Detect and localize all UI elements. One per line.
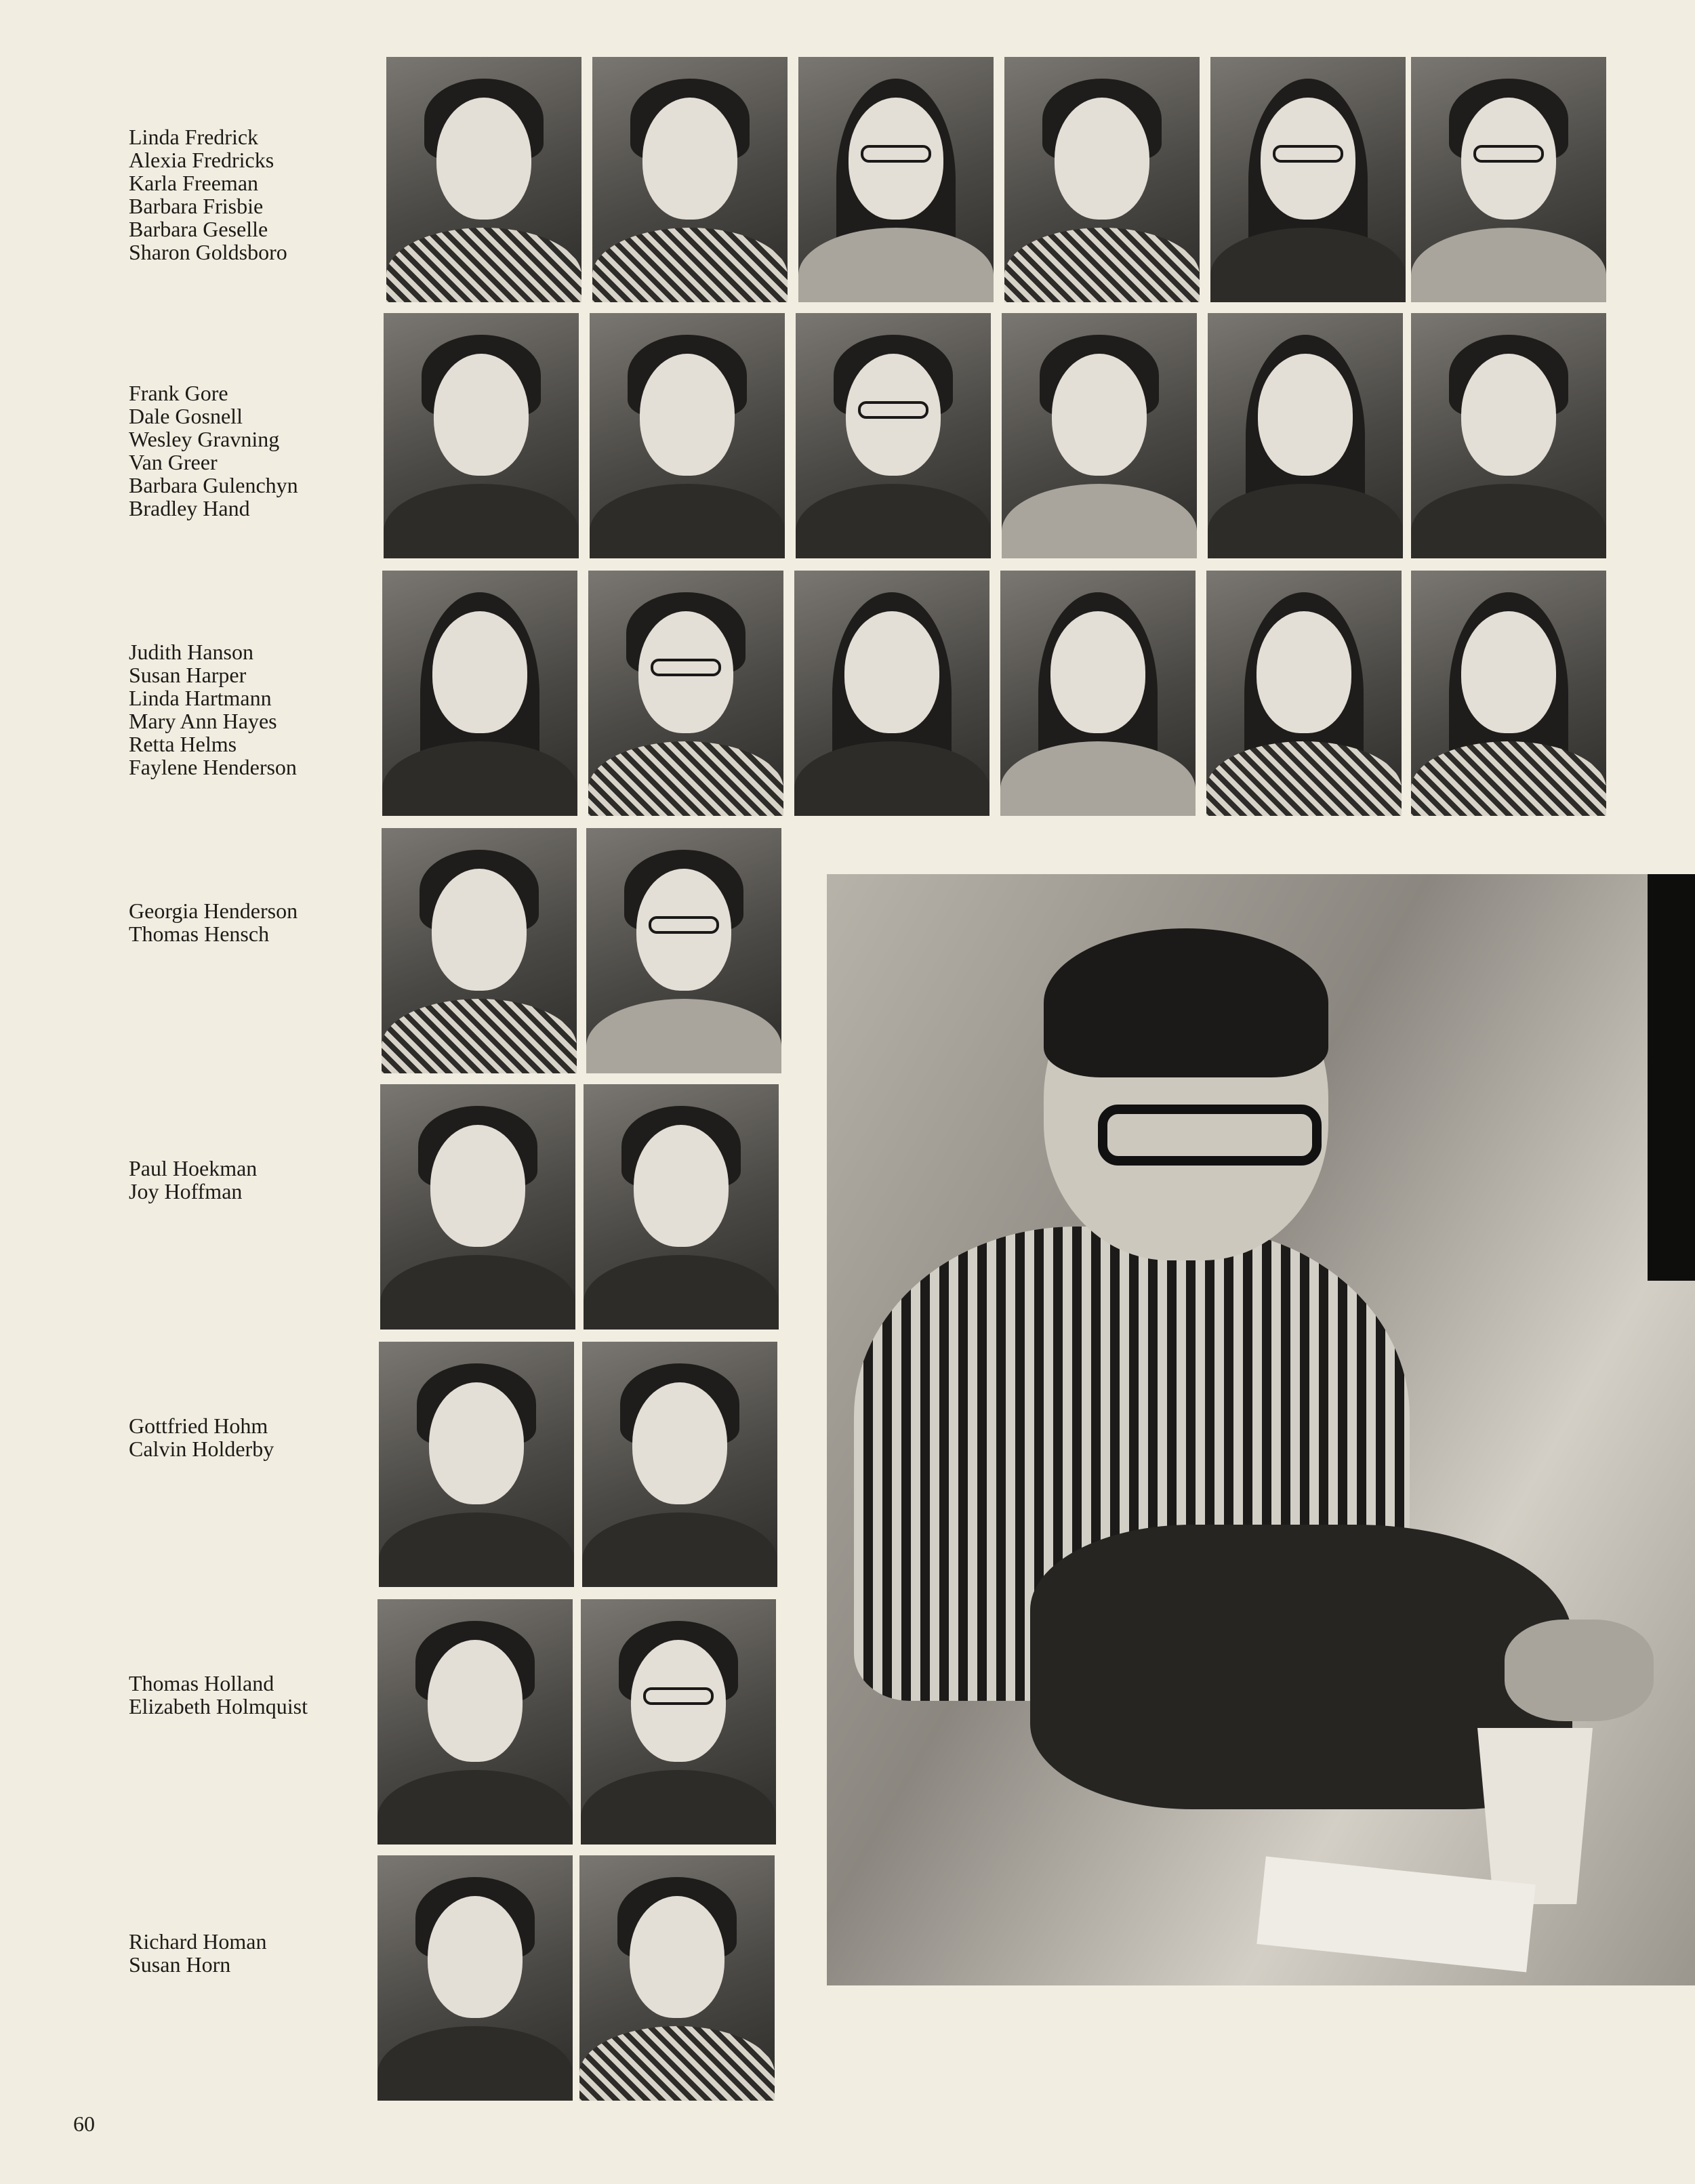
- portrait-photo: [796, 313, 991, 558]
- portrait-photo: [1000, 571, 1196, 816]
- student-name: Bradley Hand: [129, 496, 250, 520]
- portrait-photo: [592, 57, 788, 302]
- student-name: Faylene Henderson: [129, 755, 297, 779]
- name-block-row-3: [129, 640, 297, 779]
- student-name: Van Greer: [129, 450, 218, 474]
- portrait-photo: [588, 571, 783, 816]
- name-block-row-5: [129, 1157, 257, 1203]
- student-name: Linda Fredrick: [129, 125, 259, 149]
- student-name: Thomas Hensch: [129, 922, 270, 946]
- portrait-photo: [1411, 313, 1606, 558]
- student-name: Mary Ann Hayes: [129, 709, 277, 733]
- student-name: Gottfried Hohm: [129, 1414, 268, 1438]
- portrait-photo: [377, 1855, 573, 2101]
- name-block-row-4: [129, 899, 298, 945]
- student-name: Dale Gosnell: [129, 404, 243, 428]
- student-name: Barbara Geselle: [129, 217, 268, 241]
- portrait-photo: [590, 313, 785, 558]
- portrait-photo: [579, 1855, 775, 2101]
- student-name: Alexia Fredricks: [129, 148, 274, 172]
- portrait-photo: [382, 571, 577, 816]
- portrait-photo: [1004, 57, 1200, 302]
- portrait-photo: [384, 313, 579, 558]
- name-block-row-8: [129, 1930, 267, 1976]
- portrait-photo: [379, 1342, 574, 1587]
- name-block-row-2: [129, 382, 298, 520]
- student-name: Georgia Henderson: [129, 899, 298, 923]
- student-name: Susan Harper: [129, 663, 247, 687]
- name-block-row-1: [129, 125, 287, 264]
- portrait-photo: [1206, 571, 1402, 816]
- portrait-photo: [584, 1084, 779, 1330]
- student-name: Calvin Holderby: [129, 1437, 274, 1461]
- student-name: Frank Gore: [129, 381, 228, 405]
- student-name: Wesley Gravning: [129, 427, 280, 451]
- student-name: Richard Homan: [129, 1929, 267, 1954]
- portrait-photo: [1002, 313, 1197, 558]
- student-name: Barbara Frisbie: [129, 194, 264, 218]
- candid-photo: [827, 874, 1695, 1985]
- student-name: Judith Hanson: [129, 640, 253, 664]
- portrait-photo: [380, 1084, 575, 1330]
- page-number: 60: [73, 2111, 95, 2136]
- student-name: Retta Helms: [129, 732, 237, 756]
- student-name: Paul Hoekman: [129, 1156, 258, 1180]
- student-name: Susan Horn: [129, 1952, 231, 1977]
- student-name: Linda Hartmann: [129, 686, 272, 710]
- student-name: Sharon Goldsboro: [129, 240, 287, 264]
- student-name: Barbara Gulenchyn: [129, 473, 298, 497]
- student-name: Elizabeth Holmquist: [129, 1694, 308, 1718]
- portrait-photo: [1210, 57, 1406, 302]
- portrait-photo: [586, 828, 781, 1073]
- portrait-photo: [386, 57, 581, 302]
- student-name: Karla Freeman: [129, 171, 259, 195]
- portrait-photo: [1208, 313, 1403, 558]
- name-block-row-6: [129, 1414, 274, 1460]
- portrait-photo: [377, 1599, 573, 1845]
- portrait-photo: [794, 571, 989, 816]
- portrait-photo: [1411, 57, 1606, 302]
- portrait-photo: [1411, 571, 1606, 816]
- portrait-photo: [382, 828, 577, 1073]
- portrait-photo: [582, 1342, 777, 1587]
- portrait-photo: [798, 57, 994, 302]
- portrait-photo: [581, 1599, 776, 1845]
- student-name: Joy Hoffman: [129, 1179, 243, 1203]
- name-block-row-7: [129, 1672, 308, 1718]
- student-name: Thomas Holland: [129, 1671, 274, 1695]
